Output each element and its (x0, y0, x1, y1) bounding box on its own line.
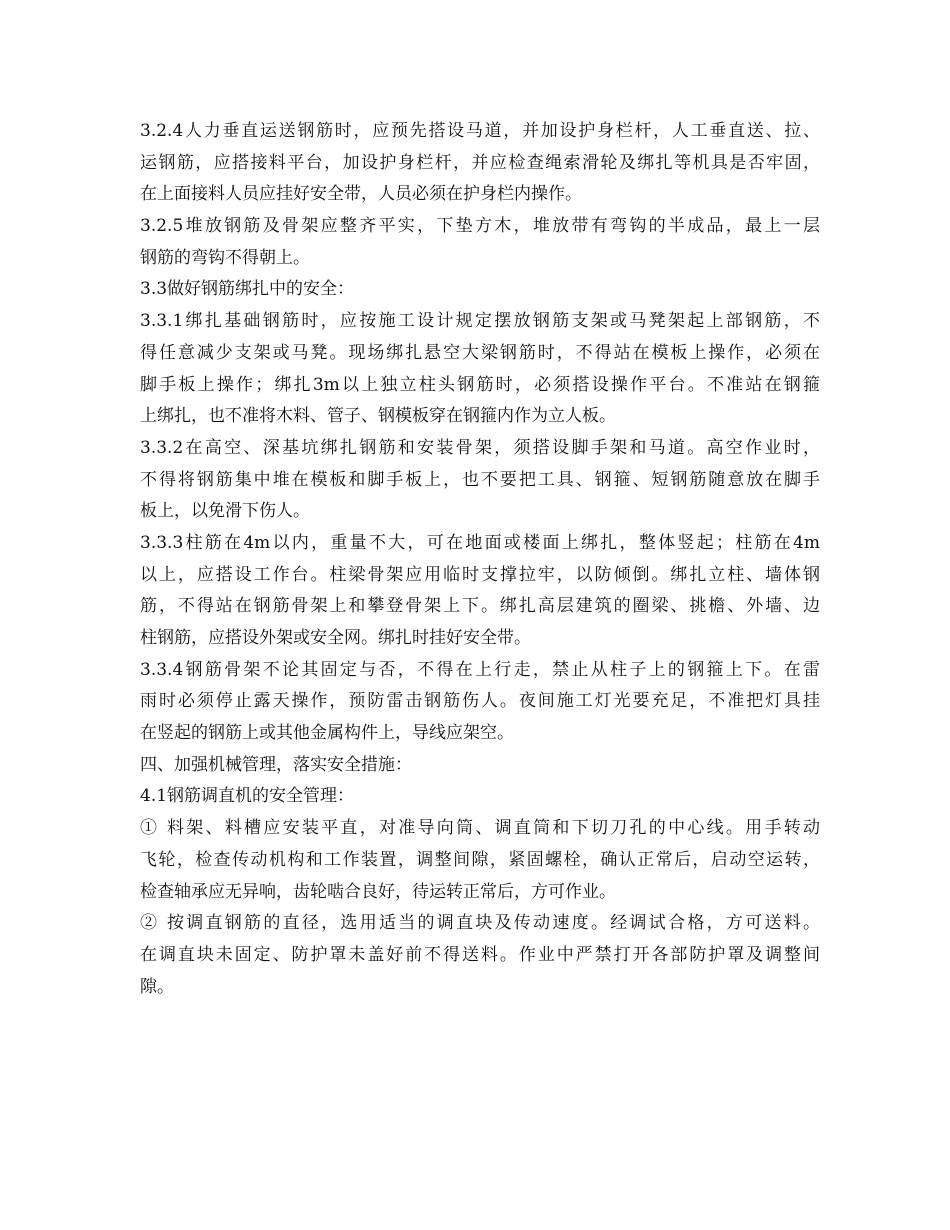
text-line: 3.3.1绑扎基础钢筋时，应按施工设计规定摆放钢筋支架或马凳架起上部钢筋，不 (140, 311, 820, 332)
text-line: 3.3.2在高空、深基坑绑扎钢筋和安装骨架，须搭设脚手架和马道。高空作业时， (140, 437, 820, 458)
text-line: 在上面接料人员应挂好安全带，人员必须在护身栏内操作。 (140, 184, 582, 205)
text-line: 在调直块未固定、防护罩未盖好前不得送料。作业中严禁打开各部防护罩及调整间 (140, 944, 820, 965)
text-line: 3.2.4人力垂直运送钢筋时，应预先搭设马道，并加设护身栏杆，人工垂直送、拉、 (140, 121, 820, 141)
text-line: 钢筋的弯钩不得朝上。 (140, 247, 310, 268)
text-line: 3.3.3柱筋在4m以内，重量不大，可在地面或楼面上绑扎，整体竖起；柱筋在4m (140, 532, 820, 553)
text-line: 板上，以免滑下伤人。 (140, 501, 310, 522)
text-line: 飞轮，检查传动机构和工作装置，调整间隙，紧固螺栓，确认正常后，启动空运转， (140, 849, 820, 870)
text-line: 3.3做好钢筋绑扎中的安全： (140, 279, 355, 300)
text-line: 雨时必须停止露天操作，预防雷击钢筋伤人。夜间施工灯光要充足，不准把灯具挂 (140, 691, 820, 712)
text-line: 上绑扎，也不准将木料、管子、钢模板穿在钢箍内作为立人板。 (140, 406, 616, 427)
text-line: 柱钢筋，应搭设外架或安全网。绑扎时挂好安全带。 (140, 628, 531, 648)
text-line: ② 按调直钢筋的直径，选用适当的调直块及传动速度。经调试合格，方可送料。 (140, 913, 820, 934)
document-body (140, 116, 820, 1003)
text-line: 筋，不得站在钢筋骨架上和攀登骨架上下。绑扎高层建筑的圈梁、挑檐、外墙、边 (140, 596, 820, 617)
text-line: 检查轴承应无异响，齿轮啮合良好，待运转正常后，方可作业。 (140, 881, 616, 902)
text-line: ① 料架、料槽应安装平直，对准导向筒、调直筒和下切刀孔的中心线。用手转动 (140, 818, 820, 839)
text-line: 3.3.4钢筋骨架不论其固定与否，不得在上行走，禁止从柱子上的钢箍上下。在雷 (140, 659, 820, 680)
text-line: 得任意减少支架或马凳。现场绑扎悬空大梁钢筋时，不得站在模板上操作，必须在 (140, 342, 820, 363)
text-line: 运钢筋，应搭接料平台，加设护身栏杆，并应检查绳索滑轮及绑扎等机具是否牢固， (140, 152, 820, 173)
text-line: 4.1钢筋调直机的安全管理： (140, 786, 355, 807)
text-line: 3.2.5堆放钢筋及骨架应整齐平实，下垫方木，堆放带有弯钩的半成品，最上一层 (140, 216, 820, 237)
text-line: 以上，应搭设工作台。柱梁骨架应用临时支撑拉牢，以防倾倒。绑扎立柱、墙体钢 (140, 564, 820, 585)
text-line: 隙。 (140, 976, 174, 997)
text-line: 四、加强机械管理，落实安全措施： (140, 754, 412, 775)
text-line: 脚手板上操作；绑扎3m以上独立柱头钢筋时，必须搭设操作平台。不准站在钢箍 (140, 374, 820, 395)
text-line: 在竖起的钢筋上或其他金属构件上，导线应架空。 (140, 723, 514, 744)
text-line: 不得将钢筋集中堆在模板和脚手板上，也不要把工具、钢箍、短钢筋随意放在脚手 (140, 469, 820, 490)
